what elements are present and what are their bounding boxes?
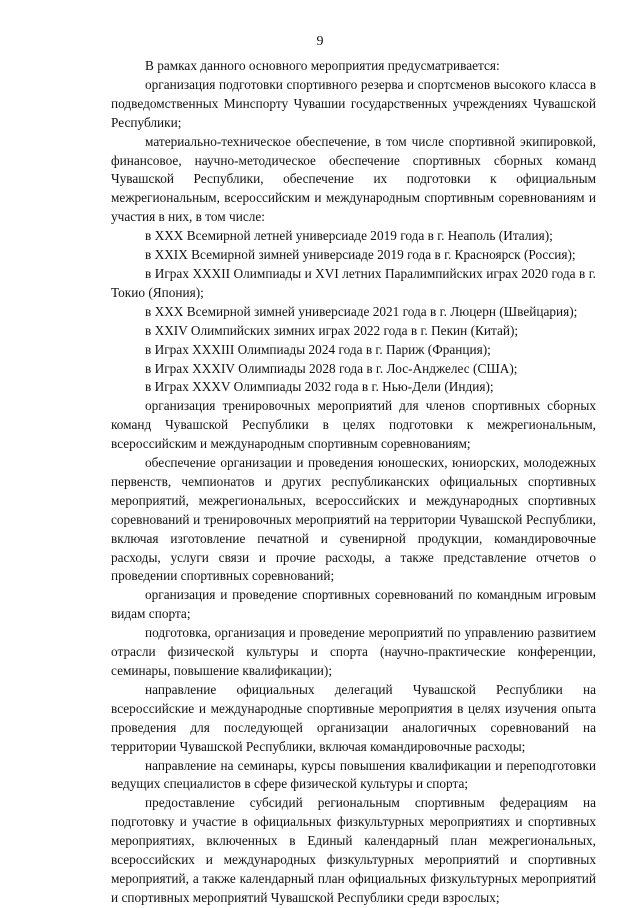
paragraph: обеспечение организации и проведения юношеских, юниорских, молодежных первенств, чемпионатов и других республиканских официальных спортивных мероприятий, межрегиональных, всероссийских и международных спортивных соревнований и тренировочных мероприятий на территории Чувашской Республики, включая изготовление печатной и сувенирной продукции, командировочные расходы, услуги связи и прочие расходы, а также представление отчетов о проведении спортивных соревнований; [111,455,596,584]
paragraph: организация подготовки спортивного резерва и спортсменов высокого класса в подведомственных Минспорту Чувашии государственных учреждениях Чувашской Республики; [111,76,596,130]
paragraph-intro: В рамках данного основного мероприятия предусматривается: [145,58,500,73]
body-text [111,57,596,908]
paragraph: направление официальных делегаций Чувашской Республики на всероссийские и международные спортивные мероприятия в целях изучения опыта проведения для последующей организации аналогичных соревнований на территории Чувашской Республики, включая командировочные расходы; [111,681,596,754]
paragraph: организация тренировочных мероприятий для членов спортивных сборных команд Чувашской Республики в целях подготовки к межрегиональным, всероссийским и международным спортивным соревнованиям; [111,398,596,452]
list-item: в Играх XXXV Олимпиады 2032 года в г. Нью-Дели (Индия); [145,379,494,395]
paragraph: организация и проведение спортивных соревнований по командным игровым видам спорта; [111,587,596,622]
list-item: в XXIX Всемирной зимней универсиаде 2019 года в г. Красноярск (Россия); [145,247,576,263]
paragraph: предоставление субсидий региональным спортивным федерациям на подготовку и участие в официальных физкультурных мероприятиях и спортивных мероприятиях, включенных в Единый календарный план межрегиональных, всероссийских и международных физкультурных мероприятий и спортивных мероприятий, а также календарный план официальных физкультурных мероприятий и спортивных мероприятий Чувашской Республики среди взрослых; [111,795,596,905]
list-item: в Играх XXXIII Олимпиады 2024 года в г. Париж (Франция); [145,341,491,357]
page-number: 9 [316,34,324,49]
paragraph: направление на семинары, курсы повышения квалификации и переподготовки ведущих специалистов в сфере физической культуры и спорта; [111,757,596,792]
list-item: в Играх XXXII Олимпиады и XVI летних Паралимпийских играх 2020 года в г. Токио (Япония); [111,265,596,300]
list-item: в Играх XXXIV Олимпиады 2028 года в г. Лос-Анджелес (США); [145,360,518,376]
paragraph: материально-техническое обеспечение, в том числе спортивной экипировкой, финансовое, научно-методическое обеспечение спортивных сборных команд Чувашской Республики, обеспечение их подготовки к официальным межрегиональным, всероссийским и международным спортивным соревнованиям и участия в них, в том числе: [111,133,596,225]
list-item: в XXIV Олимпийских зимних играх 2022 года в г. Пекин (Китай); [145,322,519,338]
list-item: в XXX Всемирной зимней универсиаде 2021 года в г. Люцерн (Швейцария); [145,303,578,319]
paragraph: подготовка, организация и проведение мероприятий по управлению развитием отрасли физической культуры и спорта (научно-практические конференции, семинары, повышение квалификации); [111,625,596,678]
list-item: в XXX Всемирной летней универсиаде 2019 года в г. Неаполь (Италия); [145,228,553,244]
